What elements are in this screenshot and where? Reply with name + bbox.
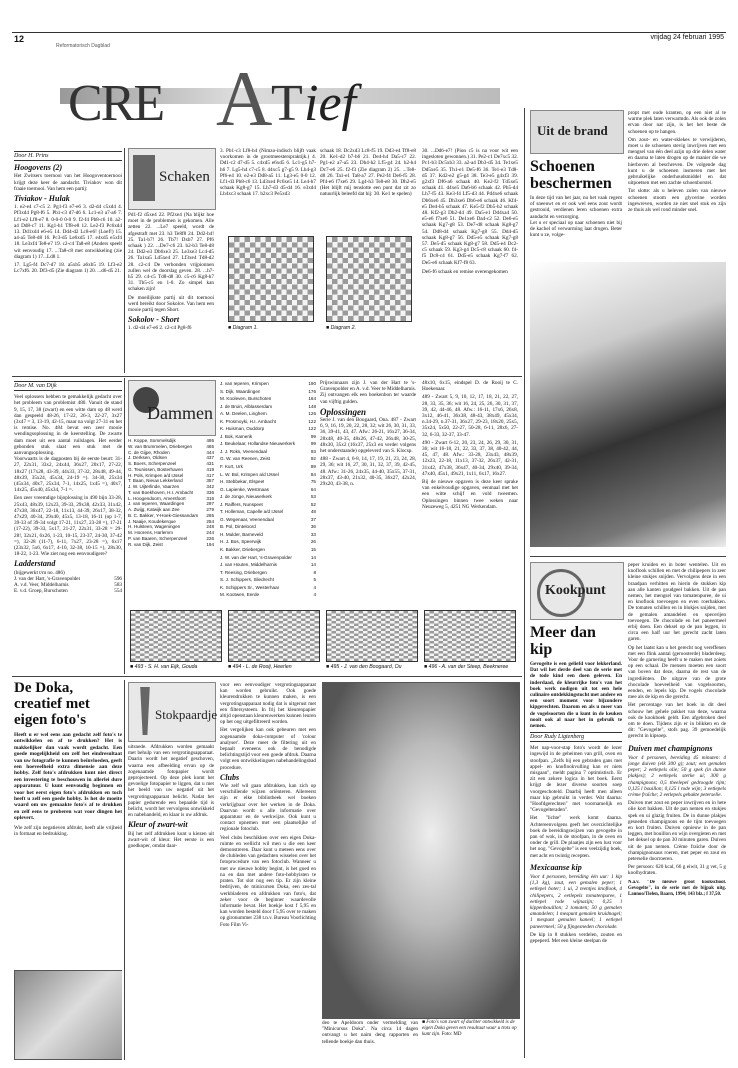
divider — [524, 108, 525, 1058]
dammen-col5a: 48x10, 6x15, eindspel D. de Rooij te C. Hoekenaar. — [422, 380, 518, 393]
result-score: 126 — [308, 411, 316, 417]
result-row — [220, 516, 316, 524]
brand-col2 — [628, 110, 726, 255]
result-row — [220, 380, 316, 388]
result-score: 53 — [310, 494, 316, 500]
ladder-title: Ladderstand — [14, 559, 56, 569]
logo-part4: ief — [304, 75, 356, 132]
kookpunt-col1 — [530, 624, 622, 1060]
result-name: B. C. Bakker, Y-Hoek-Giessandam — [128, 512, 199, 518]
draughts-diagram-494 — [228, 610, 320, 662]
diagram-2-caption: ■ Diagram 2. — [326, 325, 356, 331]
result-score: 190 — [308, 381, 316, 386]
schaken-col5b: De6-f6 schaak en remise overengekomen — [422, 268, 508, 275]
stokpaardje-title: De Doka, creatief met eigen foto's — [14, 680, 90, 728]
kookpunt-col2c: Het percentage van het boek in dit deel schouw het gehele pakket van deze, waarna ook de kookboek geldt. Een afgebroken deel om te doen. Tijdens zijn er in blikken en de dit: "Gevogelte", stofs pag. 39 gemoedelijk gerecht in kipsoep. — [628, 702, 726, 740]
dammen-col4b: Serie J. van den Boogaard, Ona. 487 - Zwart 6, 9, 16, 19, 20, 22, 28, 32; wit 26, 30, 31, 33, 36, 39-41, 43, 47. Afw.: 26-21, 16x27, 36-34, 28x48, 40-35, 48x26, 47-42, 26x48, 30-25, 48x30, 35x2 (16x37, 25x3 en verder volgens het onderstaande) opgeleverd van S. Klocsp. — [320, 417, 416, 455]
result-name: J. Naaije, Koudekerque — [128, 518, 176, 524]
schaken-col2-text: Pd1-f2 d5xe4 22. Pf2xe4 (Na blijkt hoe moet in de problemen is gekomen. Alle zetten 22. ...Le7 speeld, wordt de afgestraft met 23. h3 Te8f8 24. Dd2-b4! 25. Ta1-b7! 26. Tb7! Dxb7 27. Pf6 schaak ) 22. ...De7-c6 23. b2-b3 Te8-d8 24. Dd2-e3 Db6xe3 25. Le3xe3 Lc4-d5 26. Ta1xa5 Ld5xe4 27. Lf3xe4 Td8-d2 28. c2-c4 De verbonden vrijpionnen zullen wel de doorslag geven. 28. ...h7-h5 29. c4-c5 Td8-d8 30. c5-c6 Kg8-h7 31. Tb5-c5 en 1-0. Zo simpel kan schaken zijn! — [128, 212, 214, 293]
dammen-results-list1 — [128, 438, 214, 608]
brand-section-title: Uit de brand — [537, 123, 608, 138]
result-score: 583 — [114, 582, 122, 589]
brand-p2: Let u er speciaal op naar schoenen niet bij de kachel of verwarming laat drogen. Beter kunt u ze, volge- — [530, 219, 622, 239]
result-name: J. van der Hart, 's-Gravenpolder — [14, 575, 81, 582]
result-name: K. Prosmoyki, H.I. Ambacht — [220, 418, 276, 424]
stokpaardje-section-title: Stokpaardje — [155, 707, 218, 722]
result-score: 254 — [206, 518, 214, 524]
kookpunt-p2: Het "lichte" werk komt daarna. Achtereenvolgens geeft het overzichtelijke boek de bereidingswijzen van gevogelte in pan of wok, in de stoofpan, in de oven en onder de grill. De plaatjes zijn een lust voor het oog. "Gevogelte" is een veelzijdig boek, met acht en twintig recepten. — [530, 815, 622, 859]
logo-part3: T — [271, 75, 303, 132]
result-name: W. van Brummelen, Driebergen — [128, 443, 193, 449]
ladder-subtitle: (bijgewerkt t/m no. 486) — [14, 569, 65, 576]
stokpaardje-section-box — [128, 682, 216, 742]
duiven-ingredients: Voor 4 personen, bereiding 45 minuten: 4 jonge duiven (elk 300 g); zout; een gemalen peper; 2 eetlepels olie; 50 g spek (in dunne plakjes); 2 eetlepels sterke ui; 300 g champignons; 0,5 theelepel gedroogde tijm; 0,125 l bouillon; 0,125 l rode wijn; 3 eetlepels crème fraîche; 2 eetlepels gehakte peterselie. — [628, 754, 726, 798]
result-name: J. van Ieperen, Waardingen — [128, 501, 185, 507]
result-name: P. van Baaren, Scherpenzeel — [128, 535, 188, 541]
divider — [124, 148, 125, 373]
result-score: 316 — [206, 495, 214, 501]
result-name: J. Derksen, Oldsen — [128, 455, 168, 461]
kookpunt-p1: Met nap-voor-stap foto's wordt de lezer ingewijd in de geheimen van grill, oven en stoofpan. „Zelfs bij een gebraden gans met appel- en knoflookvulling kan er niets misgaan", meldt pagina 7 optimistisch. Er zit een zekere logica in het boek. Eerst krijgt de lezer diverse soorten soep voorgeschoteld. Daarbij heeft men alleen maar kip gebruikt in verder. Wat daarna: "Hoofdgerechten" met voornamelijk en "Gevogelteraden". — [530, 745, 622, 814]
result-row — [220, 425, 316, 433]
schaken-col5a: 30. ...Dd6-e7! (Pion c5 is na voor wit een ingesloten gewonnen.) 31. Pe2-c1 De7xc5 32. Pc1-b3 Dc5xb3 33. a2-a4 Db3-d5 34. Te1xe5 Dd5xe5 35. Th1-e1 De5-f6 36. Te1-e3 Td8-d5 37. Kd2-e2 g5-g4 38. Te3-e5 g4xf3 39. g2xf3 Df6-a6 schaak 40. Ke2-f2 Td5xe5 schaak 41. d4xe5 Da6-b6 schaak 42. Pb5-d4 Lh7-f5 43. Ke3-f4 Lf5-d3 44. Pd4xe6 schaak Db6xe6 45. Dh3xe6 Db6-e6 schaak 46. Kf4-e5 De4-b5 schaak 47. Ke5-f2 Db5-b2 schaak 48. Kf2-g3 Db2-d4 49. Da5-e1 Dd4xa4 50. e5-e6 f7xe6 51. De1xe6 Da4-c2 52. De6-e5 schaak Kg7-g8 53. De7-d8 schaak Kg8-g7 54. Dd8-d4 schaak Kg7-g8 55. Dd4-d5 schaak Kg8-g7 56. Dd5-e5 schaak Kg7-g8 57. De5-d5 schaak Kg8-g7 58. Dd5-e4 Dc2-c5 schaak 59. Kg3-g4 Dc5-c8 schaak 60. f4-f5 Dc8-c4 61. Dd5-e5 schaak Kg7-f7 62. De5-e6 schaak Kf7-f8 63. — [422, 148, 518, 266]
result-score: 248 — [206, 524, 214, 530]
brand-col2b: Om zout- en water-sklekes te verwijderen, moet u de schoenen stevig inwrijven met een mengsel van één deel azijn op drie delen water en daarna te laten drogen op de manier die we hierboven al beschreven. De volgende dag kunt u de schoenen insmeren met het gebruikelijke onderhoudsmiddel en dat uitpoetsen met een zachte schoenborstel. — [628, 136, 726, 187]
result-row — [220, 591, 316, 599]
result-name: L. W. Bol, Krimpen a/d IJssel — [220, 471, 279, 477]
result-row — [220, 388, 316, 396]
dammen-col1b: Voorwaarts is de dagposten bij de eerste beurt: 31-27, 22x31, 33x2, 24x44, 36x27, 20x17, 27-22, 18x27 (17x28, 43-39, 44x33, 37-32, 28x48, 49-44, 48x39, 35x24, 45x34, 24-19 =). 34-30, 25x34 (45x34, 40x7, 25x34, 7-1, 14x25, 1x45 =), 40x7, 14x25, 45x40, 45x34, 7-1 =. — [14, 456, 122, 494]
result-name: L. Hoogendoorn, Amersfoort — [128, 495, 186, 501]
result-name: K. Huisman, Ouddorp — [220, 426, 265, 432]
result-score: 176 — [308, 388, 316, 394]
stokpaardje-col3a: voor een eenvoudiger vergrotingsapparaat kan worden gebruikt. Ook goede kleurendrukken te kunnen maken, is een vergrotingsapparaat nodig dat is uitgerust met een filtersysteem. In frij het kleurenpapier altijd openstaan kleurenwerken kunnen leuren op het oog uitgefiltreerd worden. — [220, 682, 316, 726]
kookpunt-p3: De kip in 8 stukken verdelen, zouten en gepeperd. Met een kleine steelpan de — [530, 931, 622, 944]
result-row — [220, 584, 316, 592]
dammen-section-title: Dammen — [147, 403, 213, 423]
result-row — [220, 569, 316, 577]
result-row — [220, 508, 316, 516]
result-name: J. Beukelaar, Hollandse Nieuwerkerk — [220, 441, 296, 447]
banner: Reformatorisch Dagblad — [56, 43, 110, 49]
result-score: 75 — [310, 479, 316, 485]
dammen-col4c: 488 - Zwart 4, 6-8, 14, 17, 19, 21, 23, 24, 28, 29, 36; wit 16, 27, 30, 31, 32, 37, 39, 42-45, 48. Afw.: 31-26, 24x35, 44-40, 35x55, 37-31, 28x37, 43-40, 21x32, 40-35, 36x27, 42x24, 29x20, 43-38, n. — [320, 456, 416, 488]
result-name: M. Kootwen, Eerde — [220, 592, 260, 598]
result-name: H. Koppe, Sommelsdijk — [128, 438, 176, 443]
result-score: 419 — [206, 466, 214, 472]
schaken-p1: Het Zwitsers toernooi van het Hoogoventoernooi krijgt deze keer de aandacht. Tiviakov won dit fraaie toernooi. Van hem een partij: — [14, 173, 122, 192]
stokpaardje-p1: Wie zelf zijn negatieven afdrukt, heeft alle vrijheid in formaat en bedrukking. — [14, 824, 122, 837]
diagram-495-caption: ■ 495 - J. van den Boogaard, Ou — [326, 664, 402, 670]
draughts-diagram-493 — [130, 610, 222, 662]
ladder-list — [14, 576, 122, 595]
kookpunt-p4: Duiven met zout en peper inwrijven en in hete olie kort bakken. Uit de pan nemen en stukjes spek en ui glazig fruiten. De in dunne plakjes gesneden champignons en de tijm toevoegen en kort fruiten. Duiven opnieuw in de pan leggen, met bouillon en wijn overgieten en met het deksel op de pan 30 minuten garen. Duiven uit de pan nemen. Crème fraîche door de champignonsaus roeren, met peper en zout en peterselie doorroeren. — [628, 800, 726, 862]
logo-part1: CRE — [68, 75, 164, 132]
brand-p1: In deze tijd van het jaar, nu het vaak regent of sneeuwt en er ook wel eens zout wordt gestrooid, verdienen leren schoenen extra aandacht en verzorging. — [530, 195, 622, 220]
dammen-col1-text: Veel oplossers hebben te gemakkelijk gedacht over het probleem van problemist 480. Vanuit de stand 9, 15, 17, 38 (zwart) en een witte dam op 48 werd dan gespeeld 48-26, 17-22, 26-3, 22-27, 3x27 (3x47 = 3, 13-19, 42-15, maar na volgt 27-31 en het is remise. No. 484 bevat een zeer mooie wendingsoplossing in de keerstelling. De zwarte dam moet uit een aantal ruilslagen. Het eerder gebonden stuk slaat een stuk met de aanvangsoplossing. — [14, 394, 122, 457]
result-row — [220, 455, 316, 463]
result-name: A. v.d. Veer, Middelharnis — [14, 582, 69, 589]
result-name: H. J. Bos, Speerwijk — [220, 539, 262, 545]
kookpunt-title: Meer dan kip — [530, 624, 596, 658]
result-score: 554 — [114, 588, 122, 595]
result-score: 596 — [114, 575, 122, 582]
brand-section-box — [530, 110, 624, 154]
result-score: 52 — [310, 501, 316, 507]
result-name: T. Reesing, Driebergen — [220, 569, 267, 575]
result-row — [220, 403, 316, 411]
stokpaardje-col1 — [14, 680, 122, 1060]
result-score: 265 — [206, 512, 214, 518]
result-score: 342 — [206, 484, 214, 489]
dammen-author: Door M. van Dijk — [14, 381, 122, 391]
schaken-h1: Hoogovens (2) — [14, 163, 63, 173]
stokpaardje-col4: deo te Apeldoorn onder vermelding van "Minicursus Doka". Na circa 14 dagen ontvangt u het naim deng rapporten en tellende boekje dan thuis. — [322, 1020, 418, 1045]
result-score: 99 — [310, 441, 316, 447]
result-score: 122 — [308, 426, 316, 432]
stokpaardje-col2b: Bij het zelf afdrukken kunt u kiezen uit zwart-wit of kleur. Het eerste is een goedkoper, omdat daar- — [128, 830, 214, 850]
stokpaardje-col3d: Veel clubs beschikken over een eigen Doka-ruimte en wellicht wil men u die een keer demonstreren. Daar kunt u meteen eens over de clubleden van gedachten wisselen over het fotoprocedure van een fotoclub. Wanneer u met uw nieuwe hobby begint, is het goed en na en dan met andere foto-hobbyisten te praten. Tot slot nog een tip. Er zijn kleine bedrijven, de minicursen Doka, een zes-tal werkbladeren en afdrukken van foto's, dat zeker voor de beginner waardevolle informatie bevat. Het boekje kost f 5,95 en kan worden besteld door f 5,95 over te maken op gironummer 238 t.n.v. Bureau Voorlichting Foto Film Vi- — [220, 834, 316, 928]
result-score: 148 — [308, 403, 316, 409]
result-score: 495 — [206, 438, 214, 443]
result-score: 465 — [206, 443, 214, 449]
result-name: G. W. van Reenen, Zeist — [220, 456, 271, 462]
result-name: T. Holleman, Capelle a/d IJssel — [220, 509, 284, 515]
child-with-toy-photo — [322, 682, 520, 1019]
draughts-diagram-495 — [326, 610, 418, 662]
kookpunt-source: N.a.v. "De nieuwe groot kookschool. Gevogelte", in de serie met de bijpak uitg. Lannoo/Tielen, Baarn, 1994; 143 blz.; f 37,50. — [628, 879, 726, 897]
result-row — [220, 523, 316, 531]
result-score: 64 — [310, 486, 316, 492]
result-name: J. van Ieperen, Krimpen — [220, 381, 269, 386]
schaken-section-title: Schaken — [159, 169, 210, 185]
result-row — [220, 463, 316, 471]
schaken-col1 — [14, 148, 122, 373]
result-score: 297 — [206, 501, 214, 507]
kookpunt-section-box — [530, 562, 624, 620]
kleur-heading: Kleur of zwart-wit — [128, 820, 188, 830]
dammen-col5c: 490 - Zwart 6-12, 20, 23, 24, 26, 29, 30, 31, 36; wit 16-18, 21, 22, 33, 37, 38, 40-42, 44, 45, 47, 48. Afw.: 33-28, 23x43, 48x39, 12x23, 22-18, 11x13, 37-32, 26x37, 42-31, 31x42, 47x38, 36x47, 40-34, 29x40, 39-34, 47x40, 45x1, 49x21, 1x11, 6x17, 16x27. — [422, 439, 518, 477]
result-name: B. Pol, Dinteloord — [220, 524, 256, 530]
kookpunt-author: Door Rudy Ligtenberg — [530, 732, 622, 742]
result-name: S. Boers, Scherpenzeel — [128, 461, 177, 466]
result-name: A. Zwijg, Katwijk aan Zee — [128, 507, 180, 512]
result-score: 194 — [206, 541, 214, 547]
result-name: F. Kurt, Urk — [220, 464, 243, 470]
result-row — [220, 493, 316, 501]
result-name: A. M. Deelen, Linghem — [220, 411, 267, 417]
schaken-section-box — [128, 148, 216, 210]
result-row — [220, 531, 316, 539]
result-score: 444 — [206, 449, 214, 455]
schaken-h2: Tiviakov - Hulak — [14, 194, 70, 204]
kookpunt-p5: Per persoon: 620 kcal, 66 g eiwit, 31 g vet, 5 g koolhydraten. — [628, 864, 726, 877]
result-row — [220, 395, 316, 403]
result-name: J. de Jonge, Nieuwerkerk — [220, 494, 272, 500]
kookpunt-lead: Gevogelte is een geliefd voor lekkerland. Dat wil het derde deel van de serie met de tode kind een doen geleven. En inderdaad, de kleurrijke foto's van het boek werk nodigen uit tot een hele culinaire ontdekkingstocht met andere en een soort moment voor bijzondere kipgerechten. Daarom en als u meer van de vogelsoorten die u kunt in de keuken nooit ook al naar het in gebruik te nemen. — [530, 661, 622, 730]
result-row — [220, 440, 316, 448]
result-row — [220, 471, 316, 479]
recipe-ingredients: Voor 4 personen, bereiding één uur: 1 kip (1,3 kg), zout, een gemalen peper; 1 eetlepel boter; 1 ui, 2 teentjes knoflook, 4 chilipepers, 2 eetlepels tomatenpuree, 1 eetlepel rode wijnazijn; 0,25 l kippenbouillon; 2 tomaten; 50 g gemalen amandelen; 1 mespunt gemalen kruidnagel; 1 mespunt gemalen kaneel; 1 eetlepel paneermeel; 50 g fijngesneden chocolade. — [530, 873, 622, 930]
result-score: 99 — [310, 433, 316, 439]
result-row — [220, 433, 316, 441]
divider — [530, 556, 726, 557]
stokpaardje-col3b: Het vergelijken kan ook gebeuren met een zogenaamde doka-computer of 'colour analyser'. Deze meet de filtering uit en bepaalt eveneens ook de benodigde belichtingstijd voor een goede afdruk. Daarna volgt een ontwikkelingsen nabehandelingsbad procedure. — [220, 727, 316, 771]
kookpunt-col2 — [628, 562, 726, 1060]
hobby-horse-icon — [133, 687, 157, 735]
schaken-col5 — [422, 148, 518, 373]
result-name: H. Mulder, Barneveld — [220, 531, 263, 537]
logo-part2: A — [216, 55, 273, 142]
result-score: 4 — [313, 592, 316, 598]
result-score: 4 — [313, 584, 316, 590]
result-name: J. de Bruin, Alblasserdam — [220, 403, 273, 409]
schaken-col3: 3. Pb1-c3 Lf8-b4 (Nimzo-indisch blijft vaak voorkomen in de grootmeesterspraktijk.) 4. Dd1-c2 d7-d5 5. c4xd5 e6xd5 6. Lc1-g5 h7-h6 7. Lg5-h4 c7-c5 8. d4xc5 g7-g5 9. Lh4-g3 Pf6-e4 10. e2-e3 Dd8-a5 11. Lg3-e5 0-0 12. Lf1-d3 Pb8-c6 13. Ld3xe4 Pc6xe5 14. Le4-h7 schaak Kg8-g7 15. Lh7-d3 d5-d4 16. e3xd4 Lb4xc3 schaak 17. b2xc3 Pe5xd3 — [220, 148, 316, 198]
result-name: H. Pols, Krimpen a/d IJssel — [128, 472, 184, 478]
result-score: 33 — [310, 531, 316, 537]
leather-shoe-photo — [530, 262, 726, 547]
result-name: G. Lapienke, Westmaas — [220, 486, 269, 492]
result-row — [220, 410, 316, 418]
result-name: J. van Houten, Middelharnis — [220, 562, 277, 568]
dammen-section-box — [128, 380, 216, 436]
dammen-col4a: Prijswinnaars zijn J. van der Hart te 's-Gravenpolder en A. v.d. Veer te Middelharnis. Zij ontvangen elk een boekenbon ter waarde van vijftig gulden. — [320, 380, 416, 405]
result-name: S. Dijk, Waardingen — [220, 388, 261, 394]
divider — [12, 376, 522, 377]
result-score: 89 — [310, 464, 316, 470]
draughts-diagram-496 — [424, 610, 516, 662]
result-name: R. van Dijk, Zeist — [128, 541, 163, 547]
darkroom-photo — [14, 970, 122, 1060]
creatief-logo — [66, 55, 456, 142]
chess-diagram-2 — [326, 236, 412, 322]
divider — [124, 680, 125, 1060]
result-row — [220, 501, 316, 509]
result-row — [220, 418, 316, 426]
result-name: H. Stebbekar, Elspeet — [220, 479, 265, 485]
diagram-494-caption: ■ 494 - L. de Rooij, Heerlen — [228, 664, 292, 670]
dammen-col1 — [14, 378, 122, 674]
chess-diagram-1 — [228, 236, 314, 322]
result-score: 122 — [308, 418, 316, 424]
header-rule — [12, 32, 726, 33]
result-row — [220, 561, 316, 569]
result-row — [128, 542, 214, 548]
result-name: J. Raiffers, Nunspeet — [220, 501, 263, 507]
divider — [124, 378, 125, 674]
result-name: M. Kooleven, Burschoten — [220, 396, 272, 402]
result-score: 93 — [310, 448, 316, 454]
schaken-col2 — [128, 212, 214, 362]
schaken-col4: schaak 18. Dc2xd3 Lc8-f5 19. Dd3-e4 Tf8-e8 20. Ke1-d2 b7-b6 21. De4-h4 Da5-c7 22. Pg1-e2 a7-a5 23. Dh4-h2 Lf5-g4 24. h2-h4 Dc7-e6 25. f2-f3 (Zie diagram 2) 25. ...Te8-d8 26. Ta1-e1 Ta8-a7 27. Pe2-f4 De6-f5 28. Pf4-e6 f7xe6 29. Lg4-h3 Te8-e8 30. Dh2-e5 (Het blijft mij tenslotte een punt dat zit zo natuurlijk beleefd dat hij: 30. Ke1 te spelen) — [320, 148, 416, 198]
stokpaardje-col3c: Wie zelf wil gaan afdrukken, kan zich op verschillende wijzen oriënteren. Allereerst zijn er elke bibliotheek wel boeken verkrijgbaar over het werken in de Doka. Daarvan wordt u alle informatie over apparatuur en de werkwijze. Ook kunt u contact opnemen met een plaatselijke of regionale fotoclub. — [220, 783, 316, 833]
result-score: 14 — [310, 554, 316, 560]
oplossingen-title: Oplossingen — [320, 406, 367, 417]
diagram-493-caption: ■ 493 - S. H. van Eijk, Gouda — [130, 664, 198, 670]
result-name: C. de Gijpe, Rhoden — [128, 449, 170, 455]
page-number: 12 — [14, 34, 25, 44]
result-score: 417 — [206, 472, 214, 478]
result-score: 357 — [206, 478, 214, 484]
dammen-col1c: Een zeer vreemdige bijoplossing in 490 bijn 33-28, 25x43, 48x39, 12x23, 39-33, 29x38, 42x33, 31x42, 47x38, 36x47, 22-18, 11x13, 44-39, 26x17, 38-32, 47x29, 40-34, 29x40, 45x5, 13-18, 16-11 (op 1-7, 39-33 of 39-34 volgt 17-21, 11x27, 23-28 =), 17-21 (17-22), 39-33, 5x17, 21-27, 22x31, 33-28 = 29-28!, 32x21, 6x26, 1-23, 10-15, 23-37, 24-30, 37-42 =), 32-28 (11-7), 6-11, 7x27, 23-28 =), 6x17 (23x32, 5x6, 6x17, 4-10, 32-38, 10-15 =), 28x30, 18-22, 1-23. Wie ziet nog een eenvoudigere? — [14, 495, 122, 558]
result-row — [220, 538, 316, 546]
result-score: 244 — [206, 530, 214, 535]
result-name: M. Hoorens, Harlemm — [128, 530, 173, 535]
result-name: J. Bok, Kamerik — [220, 433, 253, 439]
schaken-p2: 1. e2-e4 c7-c5 2. Pg1-f3 e7-e6 3. d2-d4 c5xd4 4. Pf3xd4 Pg8-f6 5. Pb1-c3 d7-d6 6. Lc1-e3 a7-a6 7. Lf1-e2 Lf8-e7 8. 0-0-0 0-0 9. f2-f4 Pb8-c6 10. a2-a4 Dd8-c7 11. Kg1-h1 Tf8-e8 12. Le2-f3 Pc6xd4 13. Dd1xd4 e6-e5 14. Dd4-d2 Lc8-e6! (Loef!) 15. a4-a5 Te8-d8 16. Pc3-d5 Le6xd5 17. e4xd5 e5xf4 18. Le3xf4 Te8-e7 19. c2-c4 Ta8-e8 (Anders speelt wit eenvoudig 17. ...Ta8-c8 met ontwikkeling (zie diagram 1) 17...Ld8 1. — [14, 204, 122, 260]
dammen-col5d: Bij de nieuwe opgaven is deze keer sprake van enkelvoudige opgaven, eenmaal met het een witte schijf en vold tweemen. Oplossingen binnen twee weken naar Neuzeweg 5, 4251 NG Werkendam. — [422, 479, 518, 510]
result-score: 164 — [308, 396, 316, 402]
stokpaardje-col3 — [220, 682, 316, 1057]
dammen-col4 — [320, 380, 416, 606]
result-score: 226 — [206, 535, 214, 541]
result-row — [220, 546, 316, 554]
divider — [12, 676, 522, 677]
brand-col2a: propt met oude kranten, op een niet al te warme plek laten verwarmdn. Als ook de zolen ervan door nat zijn, is het het beste de schoenen op te hangen. — [628, 110, 726, 135]
result-score: 14 — [310, 562, 316, 568]
result-row — [220, 478, 316, 486]
schaken-p3: 17. Lg5-f4 Dc7-d7 18. a5xb5 a6xb5 19. Lf3-e2 Lc7xf6. 20. Df3-d5 (Zie diagram 1) 20. ...d6-d5 21. — [14, 262, 122, 275]
clubs-heading: Clubs — [220, 772, 240, 782]
result-score: 84 — [310, 471, 316, 477]
photo-caption: ■ Foto's van zwart of duchter ontwikkeld is de eigen Doka geven een resultaat waar u trots op kunt zijn. Foto: MD — [422, 1020, 517, 1037]
schaken-p5: 1. d2-d4 e7-e6 2. c2-c4 Pg8-f6 — [128, 325, 192, 332]
result-row — [220, 486, 316, 494]
result-row — [220, 576, 316, 584]
stokpaardje-col2a: uitsnede. Afdrukken worden gemaakt met behulp van een vergrotingsapparaat. Daarin wordt het negatief geschoven, waarna een afbeelding ervan op de zogenaamde fotopapier wordt geprojecteerd. Op deze plek komt het gevoelige fotopapier te liggen, dat u met het beeld van uw negatief uit het vergrotingsapparaat belicht. Nadat het papier gedurende een bepaalde tijd is belicht, wordt het vervolgens ontwikkeld en nabehandeld, en klaar is uw afdruk. — [128, 744, 214, 819]
ladder-row — [14, 588, 122, 594]
result-name: K. Bakker, Driebergen — [220, 547, 265, 553]
result-score: 431 — [206, 461, 214, 466]
result-score: 279 — [206, 507, 214, 512]
diagram-1-caption: ■ Diagram 1. — [228, 325, 258, 331]
result-name: G. Teunissen, Bosterhaven — [128, 466, 184, 472]
stokpaardje-lead: Heeft u er wel eens aan gedacht zelf foto's te ontwikkelen en af te drukken? Het is makkelijker dan vaak wordt gedacht. Een goede mogelijkheid om zelf het eindresultaat van uw fotografie te kunnen beïnvloeden, geeft een hoeveelheid extra dimensie aan deze hobby. Zelf foto's afdrukken kunt niet direct een investering te beschouwen in allerlei dure apparatuur. U kunt eenvoudig beginnen en voor het eerst eigen foto's afdrukken en toch heeft u zelf een goede hobby. Is het de moeite waard om uw gemaakte foto's af te drukken en zelf eens te proberen wat voor dingen het oplevert. — [14, 732, 122, 822]
result-name: K. Schippers Sr., Westerhaar — [220, 584, 280, 590]
duiven-heading: Duiven met champignons — [628, 743, 713, 753]
result-name: H. Hulsteen, Wageningen — [128, 524, 181, 530]
result-name: T. van Boekhoven, H.I. Ambacht — [128, 489, 194, 495]
result-name: E. v.d. Groep, Burschoten — [14, 588, 68, 595]
recipe-heading: Mexicaanse kip — [530, 862, 582, 872]
result-score: 92 — [310, 456, 316, 462]
brand-title: Schoenen beschermen — [530, 158, 612, 192]
result-score: 36 — [310, 524, 316, 530]
result-row — [220, 554, 316, 562]
dammen-results-list2 — [220, 380, 316, 608]
kookpunt-col2b: Op het laatst kan u het gerecht nog vereffenen met een flink aantal (geroosterde) bladerdeeg. Voor de garnering heeft u te maken met zoiets op een schaal. De mensen moeten een soort van boven dat deze, daarna de rest van de ingrediënten. De uitgave van de grote chocolade hoeveelheid van vogelsoorten, eenden, en lepels kip. De vogels chocolade mee als de kip en die gerecht. — [628, 644, 726, 701]
stokpaardje-col2 — [128, 744, 214, 1054]
dammen-col5 — [422, 380, 518, 606]
result-name: J. W. van der Hart, 's-Gravenpolder — [220, 554, 292, 560]
chess-knight-icon — [133, 155, 155, 201]
result-score: 37 — [310, 516, 316, 522]
result-score: 15 — [310, 547, 316, 553]
brand-col2c: Tot slotte: als u heleven zolen van nieuwe schoenen stoom een glycerine worden ingewreven, worden ze niet snel stuk en zijn ze thuis als wel rond minder snel. — [628, 188, 726, 214]
result-score: 437 — [206, 455, 214, 461]
result-score: 26 — [310, 539, 316, 545]
result-name: G. Wegenaar, Veenendaal — [220, 516, 274, 522]
result-name: J. W. Uijterlinde, Vaarzen — [128, 484, 180, 489]
result-score: 48 — [310, 509, 316, 515]
dammen-col5b: 489 - Zwart 5, 9, 10, 12, 17, 18, 21, 22, 27, 28, 33, 35, 36; wit 16, 24, 25, 26, 30, 31, 37, 39, 42, 44-46, 48. Afw.: 16-11, 17x6, 26x8, 3x12, 46-41, 36x38, 48-43, 38x49, 45x34, n.34-29, n.37-31, 36x27, 29-23, 18x20, 25x5, 35x24, 5x50, 22-27, 50-28, 6-11, 28x6, 27-32, 6-33, 32-37, 33-47. — [422, 394, 518, 438]
diagram-496-caption: ■ 496 - A. van der Steep, Beekneree — [424, 664, 509, 670]
result-score: 336 — [206, 489, 214, 495]
result-name: S. J. Schippers, Sliedrecht — [220, 577, 274, 583]
schaken-h3: Sokolov - Short — [128, 315, 180, 325]
result-score: 8 — [313, 569, 316, 575]
result-name: J. J. Roks, Veenendaal — [220, 448, 267, 454]
schaken-p4: De moeilijkste partij uit dit toernooi werd bereikt door Sokolov. Van hem een mooie partij tegen Short. — [128, 294, 214, 314]
result-score: 5 — [313, 577, 316, 583]
kookpunt-col2a: peper kruiden en in boter wentelen. Uit en knoflook schillen en met de chilipepers in zeer kleine stukjes snijden. Vervolgens deze in een braadpan verhitten en hierin de stukken kip aan alle kanten goudgeel bakken. Uit de pan nemen, het mengsel van tomatenpuree, de ui en knoflook toevoegen en even roerbakken. De tomaten schillen en in blokjes snijden, met de gemalen amandelen en specerijen toevoegen. De chocolade en het paneermeel erbij doen. Een deksel op de pan leggen, in circa een half uur het gerecht zacht laten garen. — [628, 562, 726, 643]
kookpunt-section-title: Kookpunt — [545, 583, 606, 598]
page-date: vrijdag 24 februari 1995 — [650, 34, 724, 41]
schaken-author: Door H. Prins — [14, 151, 122, 161]
brand-col1 — [530, 158, 622, 238]
result-name: T. Baan, Nieuw Lekkerland — [128, 478, 183, 484]
result-row — [220, 448, 316, 456]
